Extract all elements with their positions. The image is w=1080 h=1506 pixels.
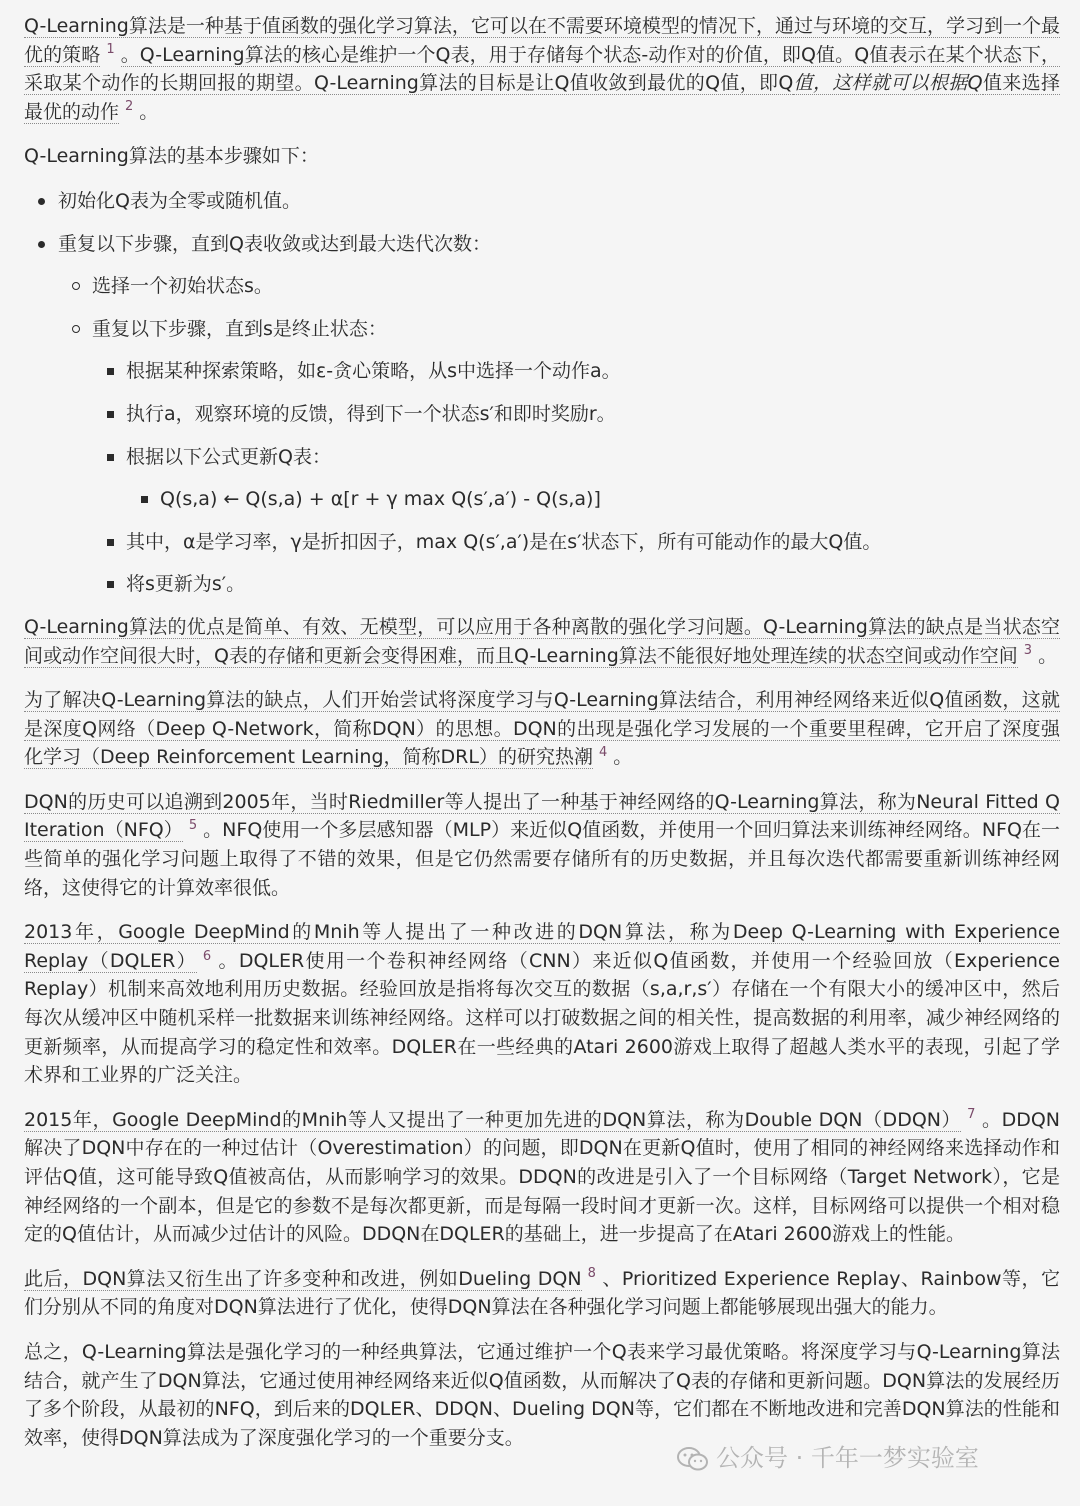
body-text: 、Prioritized Experience Replay、Rainbow等，它们分别从不同的角度对DQN算法进行了优化，使得DQN算法在各种强化学习问题上都能够展现出强大的能力。	[24, 1267, 1060, 1319]
underlined-text: 此后，DQN算法又衍生出了许多变种和改进，例如Dueling DQN	[24, 1267, 582, 1290]
citation-1[interactable]: 1	[106, 42, 115, 58]
formula-item: Q(s,a) ← Q(s,a) + α[r + γ max Q(s′,a′) - Q(s,a)]	[24, 485, 1060, 514]
list-item: 重复以下步骤，直到Q表收敛或达到最大迭代次数：	[24, 230, 1060, 259]
body-text: 。NFQ使用一个多层感知器（MLP）来近似Q值函数，并使用一个回归算法来训练神经网络。NFQ在一些简单的强化学习问题上取得了不错的效果，但是它仍然需要存储所有的历史数据，并且每次迭代都需要重新训练神经网络，这使得它的计算效率很低。	[24, 819, 1060, 899]
paragraph-steps-intro: Q-Learning算法的基本步骤如下：	[24, 145, 319, 168]
paragraph-ddqn	[24, 1106, 1060, 1249]
paragraph-variants	[24, 1265, 1060, 1322]
wechat-icon	[676, 1446, 710, 1472]
citation-7[interactable]: 7	[967, 1107, 976, 1123]
citation-4[interactable]: 4	[598, 744, 608, 760]
citation-2[interactable]: 2	[125, 99, 134, 115]
punctuation: 。	[139, 100, 159, 123]
steps-list	[24, 187, 1060, 599]
list-item: 其中，α是学习率，γ是折扣因子，max Q(s′,a′)是在s′状态下，所有可能动作的最大Q值。	[24, 528, 1060, 557]
paragraph-summary: 总之，Q-Learning算法是强化学习的一种经典算法，它通过维护一个Q表来学习最优策略。将深度学习与Q-Learning算法结合，就产生了DQN算法，它通过使用神经网络来近似Q值函数，从而解决了Q表的存储和更新问题。DQN算法的发展经历了多个阶段，从最初的NFQ，到后来的DQLER、DDQN、Dueling DQN等，它们都在不断地改进和完善DQN算法的性能和效率，使得DQN算法成为了深度强化学习的一个重要分支。	[24, 1340, 1060, 1449]
list-item: 执行a，观察环境的反馈，得到下一个状态s′和即时奖励r。	[24, 400, 1060, 429]
paragraph-intro	[24, 12, 1060, 126]
citation-8[interactable]: 8	[587, 1266, 596, 1282]
list-item: 将s更新为s′。	[24, 570, 1060, 599]
punctuation: 。	[613, 746, 633, 769]
underlined-text: 为了解决Q-Learning算法的缺点，人们开始尝试将深度学习与Q-Learning算法结合，利用神经网络来近似Q值函数，这就是深度Q网络（Deep Q-Network，简称DQN）的思想。DQN的出现是强化学习发展的一个重要里程碑，它开启了深度强化学习（Deep Reinforcement Learning，简称DRL）的研究热潮	[24, 689, 1060, 769]
paragraph-nfq	[24, 788, 1060, 902]
paragraph-dqler	[24, 918, 1060, 1090]
article-body	[24, 12, 1060, 1468]
list-item: 根据某种探索策略，如ε-贪心策略，从s中选择一个动作a。	[24, 357, 1060, 386]
citation-3[interactable]: 3	[1023, 643, 1033, 659]
list-item: 选择一个初始状态s。	[24, 272, 1060, 301]
punctuation: 。	[1038, 644, 1058, 667]
underlined-text: 2013年，Google DeepMind的Mnih等人提出了一种改进的DQN算法，称为Deep Q-Learning with Experience Replay（DQLER）	[24, 921, 1060, 972]
underlined-text: 值来选择最优的动作	[24, 72, 1060, 123]
list-item: 初始化Q表为全零或随机值。	[24, 187, 1060, 216]
underlined-text: 。Q-Learning算法的核心是维护一个Q表，用于存储每个状态-动作对的价值，即Q值。Q值表示在某个状态下，采取某个动作的长期回报的期望。Q-Learning算法的目标是让Q值收敛到最优的Q值，即Q	[24, 43, 1060, 95]
paragraph-pros-cons	[24, 613, 1060, 670]
underlined-text: DQN的历史可以追溯到2005年，当时Riedmiller等人提出了一种基于神经网络的Q-Learning算法，称为Neural Fitted Q Iteration（NFQ）	[24, 790, 1060, 842]
list-item: 重复以下步骤，直到s是终止状态：	[24, 315, 1060, 344]
underlined-text: 2015年，Google DeepMind的Mnih等人又提出了一种更加先进的DQN算法，称为Double DQN（DDQN）	[24, 1108, 962, 1131]
citation-5[interactable]: 5	[188, 818, 198, 834]
citation-6[interactable]: 6	[202, 948, 212, 964]
paragraph-dqn-intro	[24, 686, 1060, 772]
list-item: 根据以下公式更新Q表：	[24, 443, 1060, 472]
watermark-text: 公众号 · 千年一梦实验室	[716, 1444, 979, 1472]
underlined-text: Q-Learning算法是一种基于值函数的强化学习算法，它可以在不需要环境模型的情况下，通过与环境的交互，学习到一个最优的策略	[24, 15, 1060, 66]
wechat-watermark	[676, 1443, 979, 1473]
body-text: 。DQLER使用一个卷积神经网络（CNN）来近似Q值函数，并使用一个经验回放（Experience Replay）机制来高效地利用历史数据。经验回放是指将每次交互的数据（s,a,r,s′）存储在一个有限大小的缓冲区中，然后每次从缓冲区中随机采样一批数据来训练神经网络。这样可以打破数据之间的相关性，提高数据的利用率，减少神经网络的更新频率，从而提高学习的稳定性和效率。DQLER在一些经典的Atari 2600游戏上取得了超越人类水平的表现，引起了学术界和工业界的广泛关注。	[24, 949, 1060, 1087]
italic-text: 值，这样就可以根据Q	[793, 72, 983, 95]
body-text: 。DDQN解决了DQN中存在的一种过估计（Overestimation）的问题，即DQN在更新Q值时，使用了相同的神经网络来选择动作和评估Q值，这可能导致Q值被高估，从而影响学习的效果。DDQN的改进是引入了一个目标网络（Target Network），它是神经网络的一个副本，但是它的参数不是每次都更新，而是每隔一段时间才更新一次。这样，目标网络可以提供一个相对稳定的Q值估计，从而减少过估计的风险。DDQN在DQLER的基础上，进一步提高了在Atari 2600游戏上的性能。	[24, 1108, 1060, 1246]
underlined-text: Q-Learning算法的优点是简单、有效、无模型，可以应用于各种离散的强化学习问题。Q-Learning算法的缺点是当状态空间或动作空间很大时，Q表的存储和更新会变得困难，而且Q-Learning算法不能很好地处理连续的状态空间或动作空间	[24, 615, 1060, 667]
